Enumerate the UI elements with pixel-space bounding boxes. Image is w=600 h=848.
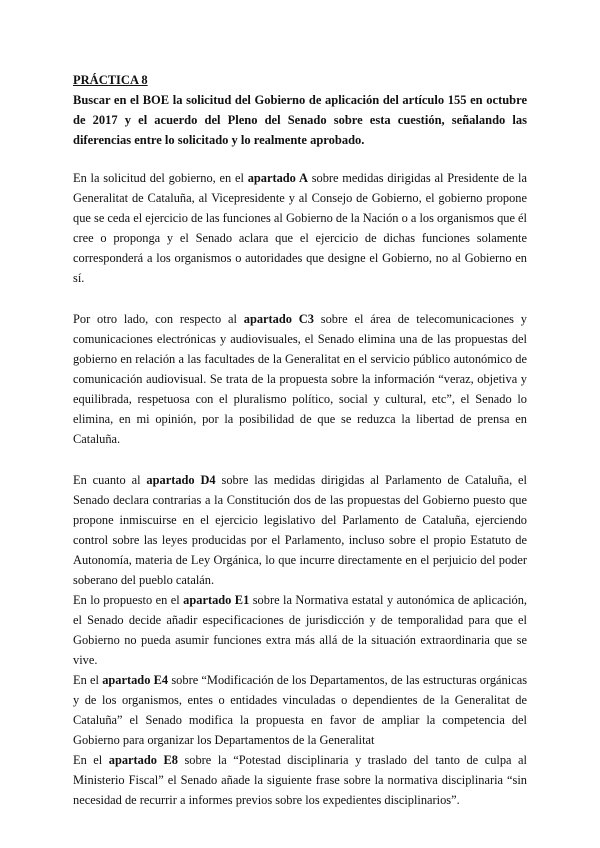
- section-ref: apartado E1: [183, 593, 250, 607]
- section-ref: apartado E4: [102, 673, 169, 687]
- paragraph-apartado-d4: En cuanto al apartado D4 sobre las medidas dirigidas al Parlamento de Cataluña, el Senado declara contrarias a la Constitución dos de las propuestas del Gobierno puesto que propone inmiscuirse en el ejercicio legislativo del Parlamento de Cataluña, ejerciendo control sobre las leyes producidas por el Parlamento, incluso sobre el propio Estatuto de Autonomía, materia de Ley Orgánica, lo que incurre directamente en el perjuicio del poder soberano del pueblo catalán.: [73, 473, 528, 587]
- assignment-heading: Buscar en el BOE la solicitud del Gobierno de aplicación del artículo 155 en octubre de 2017 y el acuerdo del Pleno del Senado sobre esta cuestión, señalando las diferencias entre lo solicitado y lo realmente aprobado.: [73, 93, 527, 147]
- section-ref: apartado C3: [243, 312, 314, 326]
- paragraph-apartado-e1: En lo propuesto en el apartado E1 sobre la Normativa estatal y autonómica de aplicación, el Senado decide añadir especificaciones de jurisdicción y de temporalidad para que el Gobierno no pueda asumir funciones extra más allá de la situación extraordinaria que se vive.: [73, 593, 528, 667]
- section-ref: apartado E8: [108, 753, 178, 767]
- section-ref: apartado D4: [146, 473, 216, 487]
- paragraph-apartado-e8: En el apartado E8 sobre la “Potestad disciplinaria y traslado del tanto de culpa al Ministerio Fiscal” el Senado añade la siguiente frase sobre la normativa disciplinaria “sin necesidad de recurrir a informes previos sobre los expedientes disciplinarios”.: [73, 753, 528, 807]
- paragraph-apartado-a: En la solicitud del gobierno, en el apartado A sobre medidas dirigidas al Presidente de la Generalitat de Cataluña, al Vicepresidente y al Consejo de Gobierno, el gobierno propone que se ceda el ejercicio de las funciones al Gobierno de la Nación o a los organismos que él cree o proponga y el Senado aclara que el ejercicio de dichas funciones solamente corresponderá a los organismos o autoridades que designe el Gobierno, no al Gobierno en sí.: [73, 171, 527, 285]
- practice-title: PRÁCTICA 8: [73, 73, 148, 87]
- paragraph-apartado-e4: En el apartado E4 sobre “Modificación de los Departamentos, de las estructuras orgánicas y de los organismos, entes o entidades vinculadas o dependientes de la Generalitat de Cataluña” el Senado modifica la propuesta en favor de ampliar la competencia del Gobierno para organizar los Departamentos de la Generalitat: [73, 673, 528, 747]
- paragraph-apartado-c3: Por otro lado, con respecto al apartado C3 sobre el área de telecomunicaciones y comunicaciones electrónicas y audiovisuales, el Senado elimina una de las propuestas del gobierno en relación a las facultades de la Generalitat en el servicio público autonómico de comunicación audiovisual. Se trata de la propuesta sobre la información “veraz, objetiva y equilibrada, respetuosa con el pluralismo político, social y cultural, etc”, el Senado lo elimina, en mi opinión, por la posibilidad de que se reduzca la libertad de prensa en Cataluña.: [73, 312, 527, 446]
- section-ref: apartado A: [247, 171, 308, 185]
